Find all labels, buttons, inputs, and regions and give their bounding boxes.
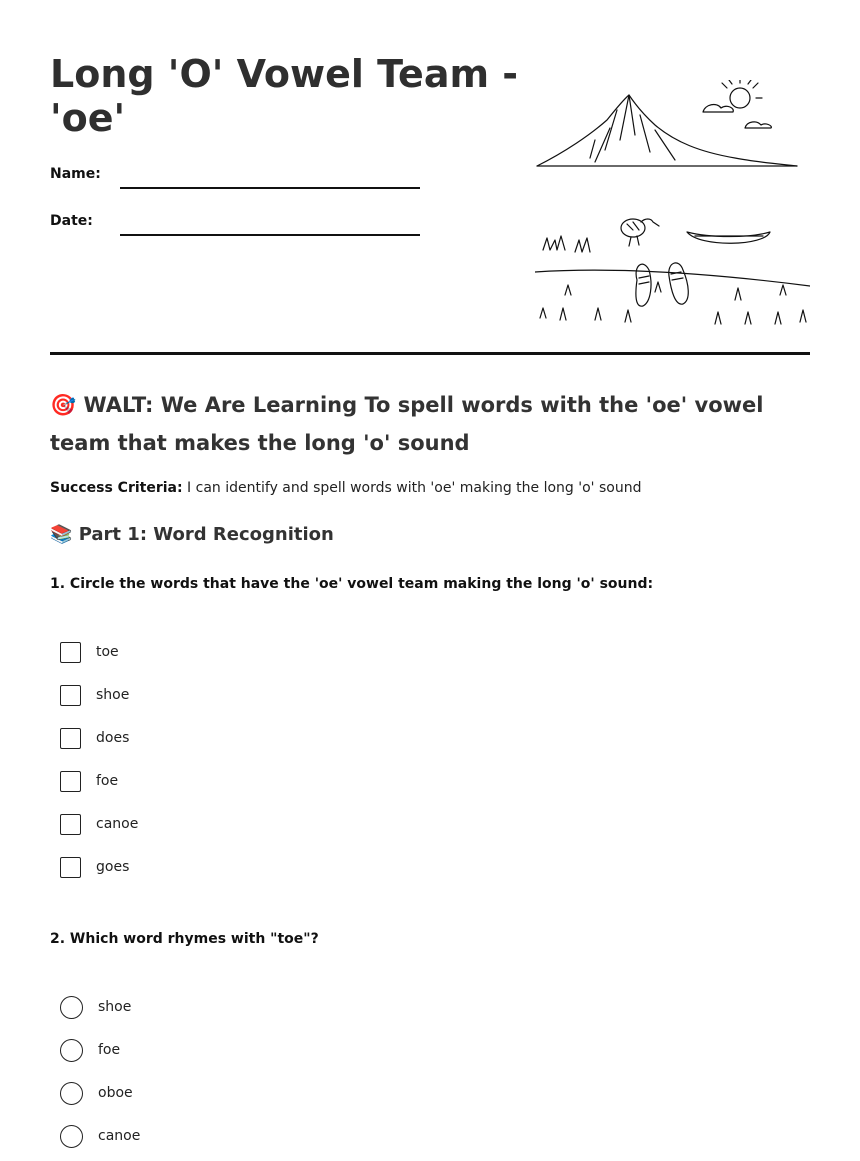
checkbox[interactable] bbox=[60, 685, 81, 706]
checkbox-option-goes[interactable] bbox=[60, 855, 129, 879]
name-label: Name: bbox=[50, 166, 101, 182]
radio-button[interactable] bbox=[60, 1082, 83, 1105]
option-label: shoe bbox=[98, 999, 132, 1015]
option-label: toe bbox=[96, 644, 119, 660]
checkbox[interactable] bbox=[60, 642, 81, 663]
success-criteria bbox=[50, 480, 641, 496]
question-1: 1. Circle the words that have the 'oe' vowel team making the long 'o' sound: bbox=[50, 576, 654, 592]
success-criteria-text: I can identify and spell words with 'oe' making the long 'o' sound bbox=[182, 480, 642, 496]
option-label: shoe bbox=[96, 687, 130, 703]
success-criteria-label: Success Criteria: bbox=[50, 480, 183, 496]
checkbox-option-toe[interactable] bbox=[60, 640, 119, 664]
books-icon: 📚 bbox=[50, 524, 73, 545]
worksheet bbox=[50, 0, 810, 1144]
option-label: oboe bbox=[98, 1085, 133, 1101]
radio-option-foe[interactable] bbox=[60, 1038, 120, 1062]
worksheet-title: Long 'O' Vowel Team - 'oe' bbox=[50, 52, 519, 140]
option-label: goes bbox=[96, 859, 130, 875]
worksheet-header bbox=[50, 0, 810, 355]
radio-option-shoe[interactable] bbox=[60, 995, 131, 1019]
checkbox[interactable] bbox=[60, 771, 81, 792]
checkbox[interactable] bbox=[60, 728, 81, 749]
checkbox[interactable] bbox=[60, 857, 81, 878]
option-label: canoe bbox=[98, 1128, 141, 1144]
radio-option-oboe[interactable] bbox=[60, 1081, 133, 1105]
radio-button[interactable] bbox=[60, 1125, 83, 1148]
option-label: foe bbox=[98, 1042, 121, 1058]
walt-text: WALT: We Are Learning To spell words with the 'oe' vowel team that makes the long 'o' sound bbox=[50, 393, 764, 455]
checkbox-option-foe[interactable] bbox=[60, 769, 118, 793]
date-field[interactable] bbox=[120, 234, 420, 236]
walt-heading bbox=[50, 386, 810, 462]
part1-heading bbox=[50, 524, 334, 545]
radio-button[interactable] bbox=[60, 1039, 83, 1062]
option-label: does bbox=[96, 730, 130, 746]
radio-option-canoe[interactable] bbox=[60, 1124, 140, 1148]
option-label: foe bbox=[96, 773, 119, 789]
header-illustration bbox=[535, 80, 810, 330]
checkbox-option-shoe[interactable] bbox=[60, 683, 129, 707]
option-label: canoe bbox=[96, 816, 139, 832]
radio-button[interactable] bbox=[60, 996, 83, 1019]
date-label: Date: bbox=[50, 213, 93, 229]
question-2: 2. Which word rhymes with "toe"? bbox=[50, 931, 319, 947]
target-icon: 🎯 bbox=[50, 393, 77, 417]
part1-title: Part 1: Word Recognition bbox=[78, 524, 334, 545]
name-field[interactable] bbox=[120, 187, 420, 189]
checkbox-option-does[interactable] bbox=[60, 726, 129, 750]
checkbox[interactable] bbox=[60, 814, 81, 835]
checkbox-option-canoe[interactable] bbox=[60, 812, 138, 836]
